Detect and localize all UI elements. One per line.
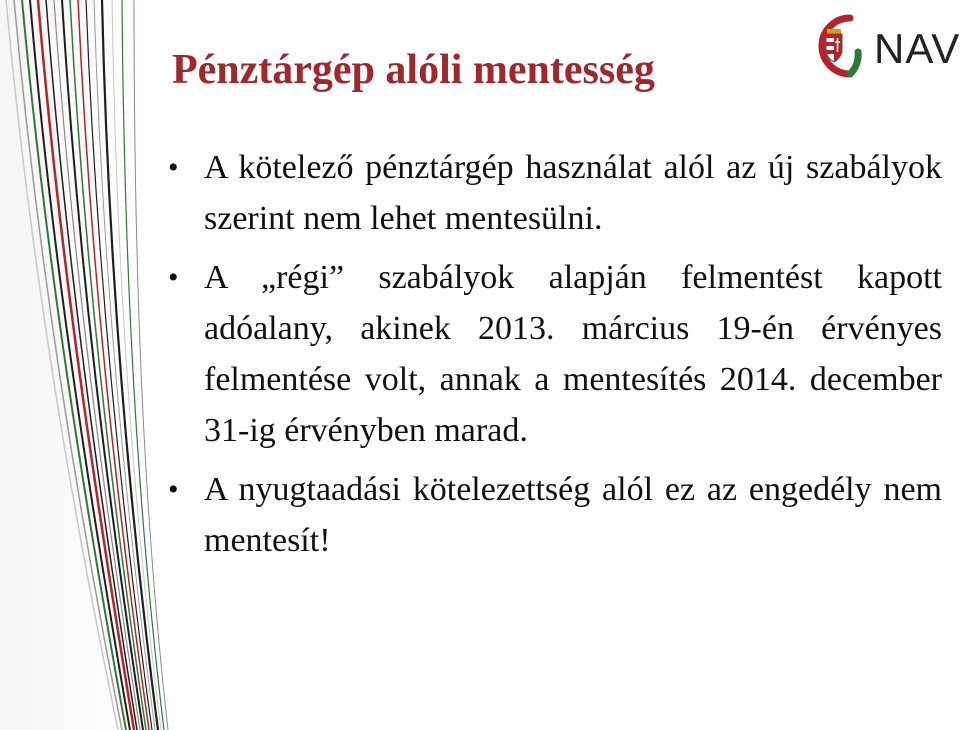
emblem-shield-stripes [826, 34, 834, 38]
bullet-item: • A nyugtaadási kötelezettség alól ez az engedély nem mentesít! [168, 464, 942, 566]
emblem-green-arc [850, 52, 858, 74]
nav-brand-text: NAV [874, 25, 960, 72]
emblem-shield-stripes [826, 42, 834, 46]
nav-logo [806, 12, 960, 84]
emblem-crown [827, 29, 841, 34]
bullet-item: • A „régi” szabályok alapján felmentést kapott adóalany, akinek 2013. március 19-én érvényes felmentése volt, annak a mentesítés 2014. december 31-ig érvényben marad. [168, 252, 942, 456]
hungarian-coat-of-arms-icon [806, 12, 862, 84]
bullet-item: • A kötelező pénztárgép használat alól az új szabályok szerint nem lehet mentesülni. [168, 142, 942, 244]
bullet-list [168, 142, 942, 574]
emblem-shield-stripes [826, 50, 834, 54]
slide-title: Pénztárgép alóli mentesség [172, 47, 655, 93]
